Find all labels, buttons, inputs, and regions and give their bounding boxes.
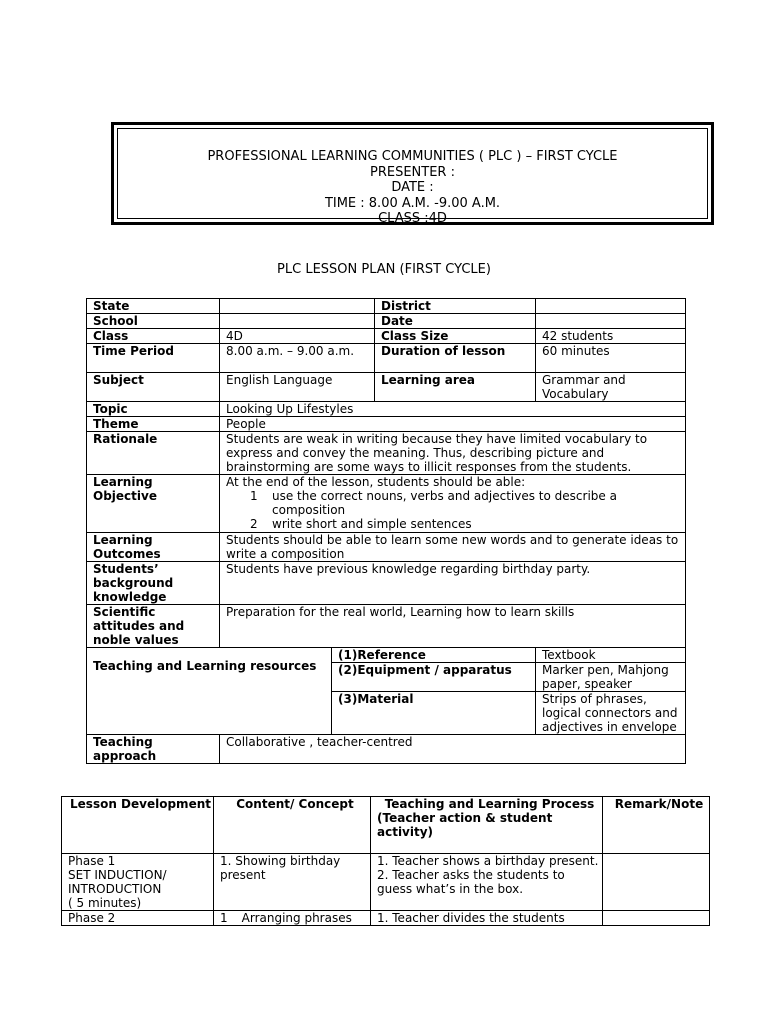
objective-number: 1 bbox=[250, 489, 258, 503]
class-label: Class bbox=[87, 329, 220, 344]
col-header-process-title: Teaching and Learning Process bbox=[384, 797, 595, 811]
objective-text: use the correct nouns, verbs and adjectives to describe a composition bbox=[272, 489, 617, 517]
table-row bbox=[87, 314, 686, 329]
header-title: PROFESSIONAL LEARNING COMMUNITIES ( PLC ) – FIRST CYCLE bbox=[207, 149, 618, 164]
phase1-step: 2. Teacher asks the students to guess what’s in the box. bbox=[377, 868, 565, 896]
phase1-process bbox=[371, 854, 603, 911]
col-header-process-subtitle: (Teacher action & student activity) bbox=[377, 811, 553, 839]
outcomes-label: Learning Outcomes bbox=[87, 533, 220, 562]
outcomes-value: Students should be able to learn some new words and to generate ideas to write a composition bbox=[220, 533, 686, 562]
header-box bbox=[111, 122, 714, 225]
topic-label: Topic bbox=[87, 402, 220, 417]
table-row bbox=[62, 854, 710, 911]
class-size-value: 42 students bbox=[536, 329, 686, 344]
approach-value: Collaborative , teacher-centred bbox=[220, 735, 686, 764]
lesson-plan-table bbox=[86, 298, 686, 764]
rationale-value: Students are weak in writing because they have limited vocabulary to express and convey the meaning. Thus, describing picture and brainstorming are some ways to illicit responses from the students. bbox=[220, 432, 686, 475]
date-label: Date bbox=[375, 314, 536, 329]
table-row bbox=[87, 432, 686, 475]
equipment-value: Marker pen, Mahjong paper, speaker bbox=[536, 663, 686, 692]
learning-area-label: Learning area bbox=[375, 373, 536, 402]
date-value bbox=[536, 314, 686, 329]
phase1-step: 1. Teacher shows a birthday present. bbox=[377, 854, 599, 868]
phase2-name: Phase 2 bbox=[62, 911, 214, 926]
approach-label: Teaching approach bbox=[87, 735, 220, 764]
state-label: State bbox=[87, 299, 220, 314]
state-value bbox=[220, 299, 375, 314]
learning-area-value: Grammar and Vocabulary bbox=[536, 373, 686, 402]
school-label: School bbox=[87, 314, 220, 329]
phase2-remark bbox=[603, 911, 710, 926]
background-label: Students’ background knowledge bbox=[87, 562, 220, 605]
material-label: (3)Material bbox=[332, 692, 536, 735]
lesson-development-table bbox=[61, 796, 710, 926]
list-item bbox=[250, 489, 685, 517]
table-row bbox=[87, 475, 686, 533]
header-class: CLASS :4D bbox=[378, 211, 447, 226]
rationale-label: Rationale bbox=[87, 432, 220, 475]
table-row bbox=[87, 533, 686, 562]
header-time: TIME : 8.00 A.M. -9.00 A.M. bbox=[324, 195, 501, 211]
table-row bbox=[87, 735, 686, 764]
table-row bbox=[87, 402, 686, 417]
col-header-content: Content/ Concept bbox=[214, 797, 371, 854]
phase2-content-number: 1 bbox=[220, 911, 228, 925]
district-value bbox=[536, 299, 686, 314]
theme-label: Theme bbox=[87, 417, 220, 432]
background-value: Students have previous knowledge regarding birthday party. bbox=[220, 562, 686, 605]
phase2-content-text: Arranging phrases bbox=[241, 911, 352, 925]
plan-title: PLC LESSON PLAN (FIRST CYCLE) bbox=[277, 262, 491, 277]
table-row bbox=[87, 299, 686, 314]
time-period-value: 8.00 a.m. – 9.00 a.m. bbox=[220, 344, 375, 373]
school-value bbox=[220, 314, 375, 329]
subject-value: English Language bbox=[220, 373, 375, 402]
topic-value: Looking Up Lifestyles bbox=[220, 402, 686, 417]
theme-value: People bbox=[220, 417, 686, 432]
table-row bbox=[87, 329, 686, 344]
time-period-label: Time Period bbox=[87, 344, 220, 373]
table-row bbox=[87, 648, 686, 663]
phase2-process: 1. Teacher divides the students bbox=[371, 911, 603, 926]
phase1-remark bbox=[603, 854, 710, 911]
header-presenter: PRESENTER : bbox=[370, 164, 455, 180]
objective-number: 2 bbox=[250, 517, 258, 531]
district-label: District bbox=[375, 299, 536, 314]
phase1-content: 1. Showing birthday present bbox=[214, 854, 371, 911]
col-header-lesson-development: Lesson Development bbox=[62, 797, 214, 854]
phase2-content bbox=[214, 911, 371, 926]
phase1-name: Phase 1 bbox=[68, 854, 116, 868]
table-row bbox=[62, 797, 710, 854]
phase1-cell bbox=[62, 854, 214, 911]
table-row bbox=[87, 344, 686, 373]
table-row bbox=[87, 605, 686, 648]
scientific-value: Preparation for the real world, Learning how to learn skills bbox=[220, 605, 686, 648]
table-row bbox=[87, 417, 686, 432]
phase1-stage: SET INDUCTION/ INTRODUCTION bbox=[68, 868, 167, 896]
resources-label: Teaching and Learning resources bbox=[87, 648, 332, 735]
col-header-remark: Remark/Note bbox=[603, 797, 710, 854]
header-date: DATE : bbox=[391, 180, 434, 195]
reference-label: (1)Reference bbox=[332, 648, 536, 663]
list-item bbox=[250, 517, 685, 531]
objective-label: Learning Objective bbox=[87, 475, 220, 533]
objective-text: write short and simple sentences bbox=[272, 517, 472, 531]
scientific-label: Scientific attitudes and noble values bbox=[87, 605, 220, 648]
objective-value bbox=[220, 475, 686, 533]
duration-value: 60 minutes bbox=[536, 344, 686, 373]
table-row bbox=[87, 562, 686, 605]
table-row bbox=[62, 911, 710, 926]
class-size-label: Class Size bbox=[375, 329, 536, 344]
objective-list bbox=[226, 489, 685, 531]
header-inner-frame bbox=[117, 128, 708, 226]
table-row bbox=[87, 373, 686, 402]
reference-value: Textbook bbox=[536, 648, 686, 663]
material-value: Strips of phrases, logical connectors and adjectives in envelope bbox=[536, 692, 686, 735]
phase1-time: ( 5 minutes) bbox=[68, 896, 142, 910]
col-header-process bbox=[371, 797, 603, 854]
equipment-label: (2)Equipment / apparatus bbox=[332, 663, 536, 692]
subject-label: Subject bbox=[87, 373, 220, 402]
class-value: 4D bbox=[220, 329, 375, 344]
duration-label: Duration of lesson bbox=[375, 344, 536, 373]
objective-intro: At the end of the lesson, students should be able: bbox=[226, 475, 526, 489]
